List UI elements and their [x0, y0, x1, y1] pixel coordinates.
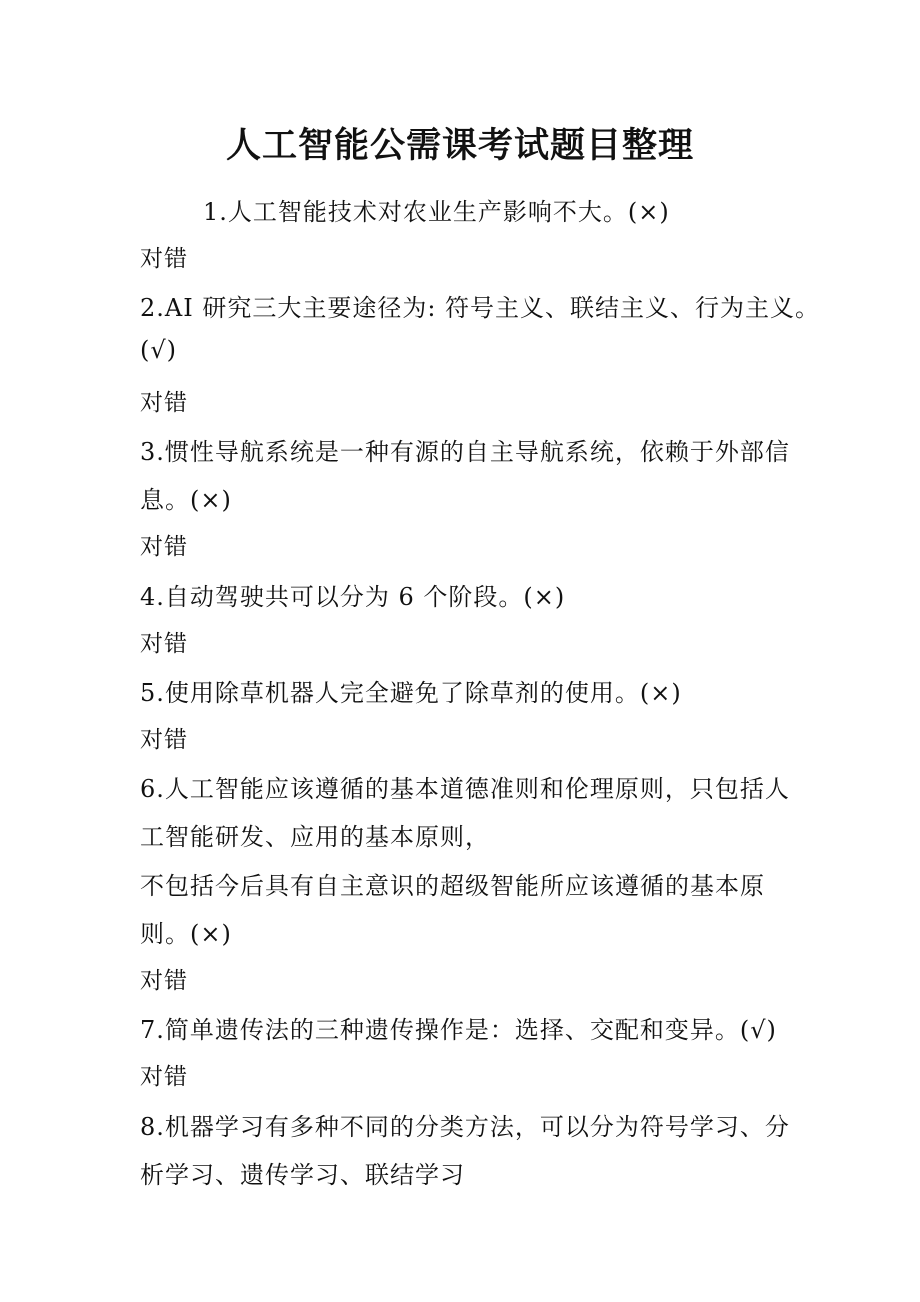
question-3-text: 3.惯性导航系统是一种有源的自主导航系统，依赖于外部信 — [140, 438, 790, 466]
question-2-answer: (√) — [140, 336, 178, 364]
question-7-choices: 对错 — [140, 1064, 188, 1090]
question-6-text-cont-3: 则。(×) — [140, 920, 232, 948]
question-8-text: 8.机器学习有多种不同的分类方法，可以分为符号学习、分 — [140, 1113, 790, 1141]
question-1-text: 1.人工智能技术对农业生产影响不大。(×) — [203, 198, 670, 226]
question-6-text: 6.人工智能应该遵循的基本道德准则和伦理原则，只包括人 — [140, 775, 790, 803]
question-3-text-cont: 息。(×) — [140, 486, 232, 514]
question-3-choices: 对错 — [140, 534, 188, 560]
question-6-choices: 对错 — [140, 968, 188, 994]
question-6-text-cont-2: 不包括今后具有自主意识的超级智能所应该遵循的基本原 — [140, 872, 765, 900]
question-5-text: 5.使用除草机器人完全避免了除草剂的使用。(×) — [140, 679, 682, 707]
question-5-choices: 对错 — [140, 727, 188, 753]
question-8-text-cont: 析学习、遗传学习、联结学习 — [140, 1161, 465, 1189]
question-6-text-cont-1: 工智能研发、应用的基本原则， — [140, 823, 490, 851]
question-7-text: 7.简单遗传法的三种遗传操作是：选择、交配和变异。(√) — [140, 1016, 777, 1044]
question-2-text: 2.AI 研究三大主要途径为: 符号主义、联结主义、行为主义。 — [140, 294, 821, 322]
question-2-choices: 对错 — [140, 390, 188, 416]
question-4-choices: 对错 — [140, 631, 188, 657]
question-1-choices: 对错 — [140, 246, 188, 272]
document-title: 人工智能公需课考试题目整理 — [225, 126, 694, 166]
question-4-text: 4.自动驾驶共可以分为 6 个阶段。(×) — [140, 583, 566, 611]
